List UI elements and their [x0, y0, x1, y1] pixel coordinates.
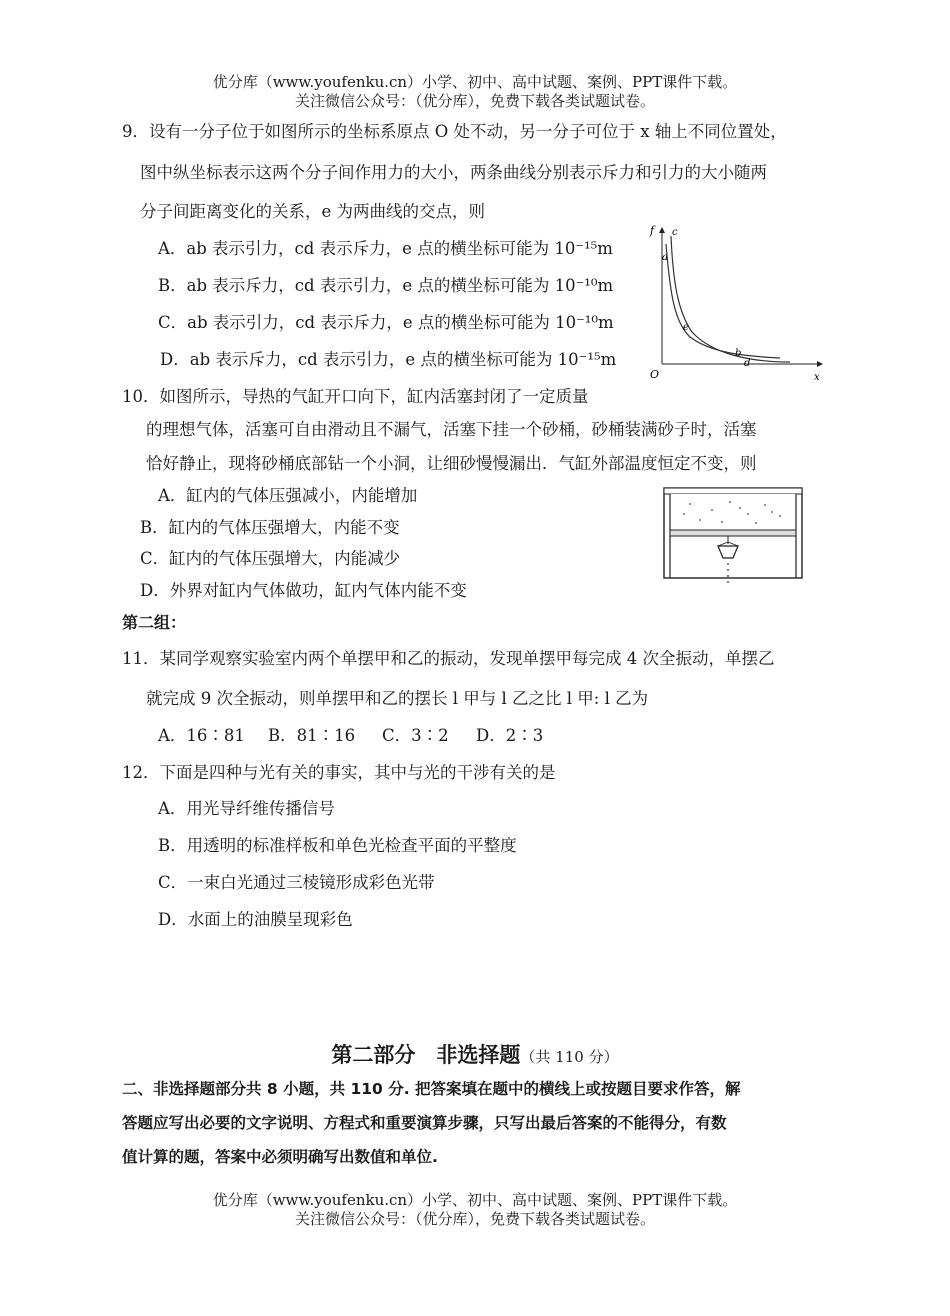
- part2-title: [0, 1039, 950, 1069]
- q11-line-2: 就完成 9 次全振动，则单摆甲和乙的摆长 l 甲与 l 乙之比 l 甲: l 乙为: [146, 689, 649, 708]
- q9-line-3: 分子间距离变化的关系，e 为两曲线的交点，则: [140, 202, 486, 221]
- curve-cd: [671, 236, 790, 362]
- falling-sand: [727, 563, 729, 583]
- molecular-force-graph: [640, 222, 830, 384]
- q11-option-b: B．81∶16: [268, 726, 356, 745]
- q9-option-a: A．ab 表示引力，cd 表示斥力，e 点的横坐标可能为 10⁻¹⁵m: [158, 239, 613, 258]
- q11-option-d: D．2∶3: [476, 726, 544, 745]
- part2-note-2: 答题应写出必要的文字说明、方程式和重要演算步骤，只写出最后答案的不能得分，有数: [122, 1114, 727, 1132]
- q10-option-c: C．缸内的气体压强增大，内能减少: [140, 549, 401, 568]
- q12-option-b: B．用透明的标准样板和单色光检查平面的平整度: [158, 836, 517, 855]
- label-e: e: [683, 322, 689, 333]
- part2-score: （共 110 分）: [520, 1048, 619, 1066]
- q10-option-a: A．缸内的气体压强减小，内能增加: [158, 486, 418, 505]
- q9-option-b: B．ab 表示斥力，cd 表示引力，e 点的横坐标可能为 10⁻¹⁰m: [158, 276, 614, 295]
- label-origin: O: [650, 368, 660, 381]
- footer-line-2: 关注微信公众号：（优分库），免费下载各类试题试卷。: [294, 1210, 655, 1228]
- q9-option-d: D．ab 表示斥力，cd 表示引力，e 点的横坐标可能为 10⁻¹⁵m: [160, 350, 617, 369]
- sand-bucket: [718, 546, 738, 558]
- q9-line-1: 9．设有一分子位于如图所示的坐标系原点 O 处不动，另一分子可位于 x 轴上不同位置处，: [122, 122, 787, 141]
- gas-region: [670, 494, 796, 530]
- part2-note-3: 值计算的题，答案中必须明确写出数值和单位.: [122, 1148, 438, 1166]
- label-f: f: [650, 224, 655, 237]
- label-a: a: [662, 252, 668, 263]
- cylinder-top: [664, 488, 802, 494]
- curve-ab: [666, 244, 780, 358]
- q10-line-1: 10．如图所示，导热的气缸开口向下，缸内活塞封闭了一定质量: [122, 387, 589, 406]
- part2-title-text: 第二部分 非选择题: [331, 1043, 521, 1067]
- q10-line-2: 的理想气体，活塞可自由滑动且不漏气，活塞下挂一个砂桶，砂桶装满砂子时，活塞: [146, 420, 757, 439]
- q12-line-1: 12．下面是四种与光有关的事实，其中与光的干涉有关的是: [122, 763, 556, 782]
- label-d: d: [744, 358, 751, 369]
- label-b: b: [735, 348, 742, 359]
- label-c: c: [672, 227, 678, 238]
- q9-line-2: 图中纵坐标表示这两个分子间作用力的大小，两条曲线分别表示斥力和引力的大小随两: [140, 163, 767, 182]
- label-x: x: [814, 372, 820, 383]
- q12-option-a: A．用光导纤维传播信号: [158, 799, 335, 818]
- q10-option-b: B．缸内的气体压强增大，内能不变: [140, 518, 400, 537]
- gas-cylinder-figure: [660, 486, 808, 594]
- q11-line-1: 11．某同学观察实验室内两个单摆甲和乙的振动，发现单摆甲每完成 4 次全振动，单摆乙: [122, 649, 775, 668]
- group2-label: 第二组：: [122, 613, 187, 632]
- header-line-2: 关注微信公众号：（优分库），免费下载各类试题试卷。: [294, 92, 655, 110]
- footer-line-1: 优分库（www.youfenku.cn）小学、初中、高中试题、案例、PPT课件下载。: [212, 1191, 738, 1209]
- q9-option-c: C．ab 表示引力，cd 表示斥力，e 点的横坐标可能为 10⁻¹⁰m: [158, 313, 614, 332]
- q12-option-c: C．一束白光通过三棱镜形成彩色光带: [158, 873, 435, 892]
- piston: [670, 530, 796, 536]
- q11-option-c: C．3∶2: [382, 726, 449, 745]
- header-line-1: 优分库（www.youfenku.cn）小学、初中、高中试题、案例、PPT课件下载。: [212, 73, 738, 91]
- q11-option-a: A．16∶81: [158, 726, 245, 745]
- q12-option-d: D．水面上的油膜呈现彩色: [158, 910, 353, 929]
- part2-note-1: 二、非选择题部分共 8 小题，共 110 分. 把答案填在题中的横线上或按题目要求作答，解: [122, 1080, 741, 1098]
- q10-option-d: D．外界对缸内气体做功，缸内气体内能不变: [140, 581, 467, 600]
- q10-line-3: 恰好静止，现将砂桶底部钻一个小洞，让细砂慢慢漏出．气缸外部温度恒定不变，则: [146, 454, 757, 473]
